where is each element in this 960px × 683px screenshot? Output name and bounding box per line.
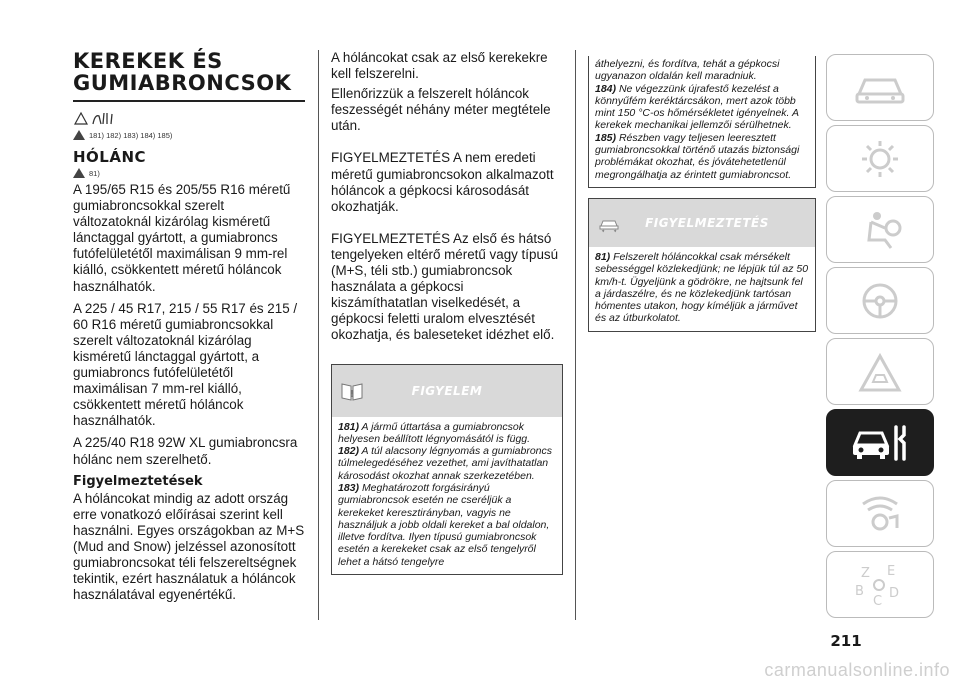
index-icon <box>849 561 911 609</box>
chapter-sidebar <box>826 54 956 622</box>
paragraph: A 195/65 R15 és 205/55 R16 méretű gumiabroncsokkal szerelt változatoknál kizárólag kisméretű lánctaggal gyártott, a gumiabroncs futófelületétől maximálisan 9 mm-rel kiálló, csökkentett méretű hóláncok használhatók. <box>73 182 291 294</box>
section-title-line1: KEREKEK ÉS <box>73 49 223 73</box>
subsection-title: HÓLÁNC <box>73 148 147 166</box>
tab-emergency[interactable] <box>826 338 934 405</box>
book-warning-icon <box>339 380 365 402</box>
airbag-seat-icon <box>849 206 911 254</box>
warning-car-icon <box>849 348 911 396</box>
note-184: 184) Ne végezzünk újrafestő kezelést a könnyűfém keréktárcsákon, mert azok több mint 150 °C-os hőmérsékletet igényelnek. A kerekek mechanikai jellemzői sérülhetnek. <box>595 82 799 132</box>
tab-safety[interactable] <box>826 196 934 263</box>
car-service-icon <box>849 419 911 467</box>
paragraph: FIGYELMEZTETÉS Az első és hátsó tengelyeken eltérő méretű vagy típusú (M+S, téli stb.) gumiabroncsok használata a gépkocsi kiszámíthatatlan viselkedését, a gépkocsi feletti uralom elvesztését okozhatja, és baleseteket idézhet elő. <box>331 230 559 343</box>
warning-triangle-icon <box>73 168 85 178</box>
tab-lights[interactable] <box>826 125 934 192</box>
subtitle-ref-row <box>73 166 305 180</box>
notice-header <box>332 365 562 417</box>
notice-label: FIGYELMEZTETÉS <box>645 215 769 230</box>
tab-multimedia[interactable] <box>826 480 934 547</box>
column-2 <box>331 50 563 575</box>
column-1 <box>73 50 305 603</box>
paragraph: A 225 / 45 R17, 215 / 55 R17 és 215 / 60 R16 méretű gumiabroncsokkal szerelt változatoknál kizárólag kisméretű lánctaggal gyártott, a gumiabroncs futófelületétől maximálisan 7 mm-rel kiálló, csökkentett méretű hóláncok használhatók. <box>73 300 298 429</box>
warning-hand-icon <box>73 110 123 126</box>
lights-icon <box>849 135 911 183</box>
svg-text:D: D <box>889 585 900 601</box>
paragraph: Ellenőrizzük a felszerelt hóláncok feszességét néhány méter megtétele után. <box>331 86 551 134</box>
svg-text:Z: Z <box>861 565 870 581</box>
paragraph: A hóláncokat mindig az adott ország erre vonatkozó előírásai szerint kell használni. Egyes országokban az M+S (Mud and Snow) jelzéssel azonosított gumiabroncsokat téli felszereltségnek tekintik, ezért használatuk a hóláncok használatával egyenértékű. <box>73 490 305 603</box>
notice-label: FIGYELEM <box>411 383 483 398</box>
column-3 <box>588 56 816 332</box>
svg-text:C: C <box>873 593 883 609</box>
car-dashboard-icon <box>849 64 911 112</box>
steering-wheel-icon <box>849 277 911 325</box>
note-182: 182) A túl alacsony légnyomás a gumiabroncs túlmelegedéséhez vezethet, ami javíthatatlan károsodást okozhat annak szerkezetében. <box>338 445 553 482</box>
paragraph: A 225/40 R18 92W XL gumiabroncsra hólánc nem szerelhető. <box>73 435 298 467</box>
tab-dashboard[interactable] <box>826 54 934 121</box>
note-183-continued: áthelyezni, és fordítva, tehát a gépkocsi ugyanazon oldalán kell maradniuk. <box>595 58 780 83</box>
page-number: 211 <box>830 632 862 650</box>
tab-maintenance[interactable] <box>826 409 934 476</box>
subtitle-ref: 81) <box>89 168 100 178</box>
multimedia-icon <box>849 490 911 538</box>
minor-heading: Figyelmeztetések <box>73 473 203 489</box>
notice-body <box>589 247 815 331</box>
paragraph: FIGYELMEZTETÉS A nem eredeti méretű gumiabroncsokon alkalmazott hóláncok a gépkocsi károsodását okozhatják. <box>331 150 554 214</box>
svg-text:E: E <box>887 563 896 579</box>
svg-text:B: B <box>855 583 864 599</box>
tab-index[interactable] <box>826 551 934 618</box>
refs-text: 181) 182) 183) 184) 185) <box>89 130 173 140</box>
refs-row <box>73 128 305 142</box>
hand-icon-row <box>73 110 305 128</box>
notice-box-figyelem <box>331 364 563 576</box>
car-skid-icon <box>597 213 621 233</box>
note-183: 183) Meghatározott forgásirányú gumiabroncsok esetén ne cseréljük a kerekeket keresztirányban, vagyis ne használjuk a jobb oldali kereket a bal oldalon, illetve fordítva. Ilyen típusú gumiabroncsok esetén a kerekeket csak az első tengelyről lehet a hátsó tengelyre <box>338 481 550 568</box>
note-185: 185) Részben vagy teljesen leeresztett gumiabroncsokkal történő utazás biztonsági problémákat okozhat, és jóvátehetetlenül megrongálhatja az érintett gumiabroncsot. <box>595 131 800 181</box>
tab-driving[interactable] <box>826 267 934 334</box>
note-181: 181) A jármű úttartása a gumiabroncsok helyesen beállított légnyomásától is függ. <box>338 420 531 445</box>
title-rule <box>73 100 305 102</box>
section-title-line2: GUMIABRONCSOK <box>73 71 292 95</box>
column-divider <box>318 50 319 620</box>
notice-body <box>332 417 562 575</box>
notice-continuation <box>588 56 816 188</box>
warning-triangle-icon <box>73 130 85 140</box>
paragraph: A hóláncokat csak az első kerekekre kell felszerelni. <box>331 50 548 82</box>
notice-box-figyelmeztetes <box>588 198 816 332</box>
note-81: 81) Felszerelt hóláncokkal csak mérsékelt sebességgel közlekedjünk; ne lépjük túl az 50 km/h-t. Ügyeljünk a gödrökre, ne hajtsunk fel a járdaszélre, és ne közlekedjünk tartósan hómentes utakon, hogy kíméljük a járművet és az útburkolatot. <box>595 250 809 325</box>
column-divider <box>575 50 576 620</box>
svg-text:!: ! <box>349 388 355 400</box>
watermark: carmanualsonline.info <box>764 660 950 680</box>
notice-header <box>589 199 815 247</box>
